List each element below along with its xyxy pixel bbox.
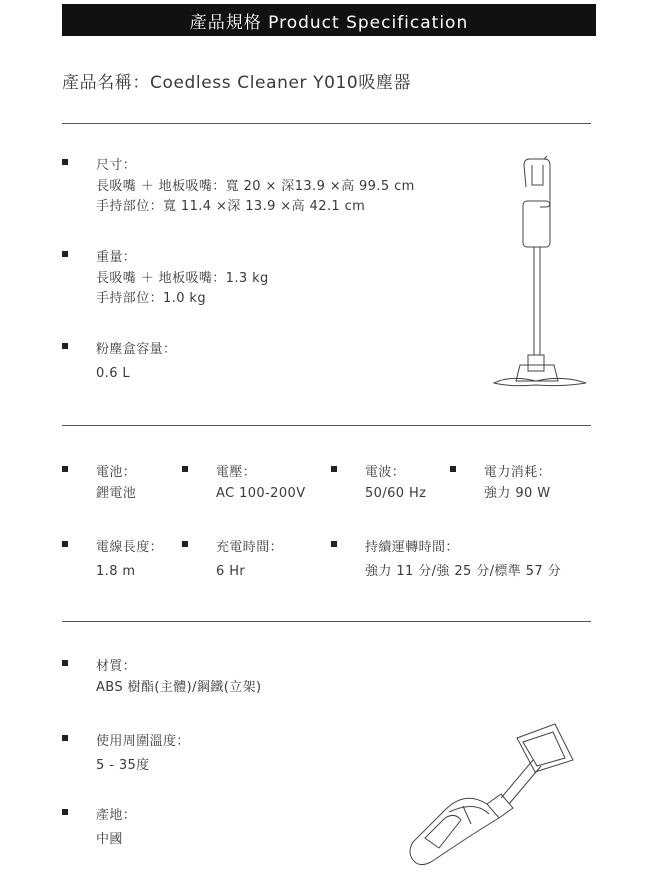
spec-weight: [96, 247, 269, 309]
spec-size: [96, 155, 415, 217]
spec-size-label: 尺寸：: [96, 158, 137, 173]
spec-voltage-label: 電壓：: [216, 465, 257, 480]
spec-cord-value: 1.8 m: [96, 564, 136, 579]
spec-runtime: [365, 537, 561, 582]
spec-battery: [96, 462, 136, 504]
bullet-icon: [62, 735, 68, 741]
spec-frequency-value: 50/60 Hz: [365, 486, 427, 501]
spec-material-value: ABS 樹酯(主體)/鋼鐵(立架): [96, 680, 262, 695]
spec-material-label: 材質：: [96, 659, 137, 674]
spec-origin: [96, 805, 136, 850]
spec-runtime-label: 持續運轉時間：: [365, 540, 459, 555]
spec-header-title: 產品規格 Product Specification: [189, 12, 469, 33]
bullet-icon: [62, 660, 68, 666]
spec-temperature-value: 5 - 35度: [96, 758, 150, 773]
spec-battery-label: 電池：: [96, 465, 137, 480]
spec-header-banner: [62, 4, 596, 36]
spec-weight-label: 重量：: [96, 250, 137, 265]
spec-frequency: [365, 462, 426, 504]
spec-cord: [96, 537, 163, 582]
spec-power-value: 強力 90 W: [484, 486, 551, 501]
divider-2: [62, 425, 591, 426]
spec-capacity-value: 0.6 L: [96, 366, 131, 381]
bullet-icon: [62, 541, 68, 547]
spec-weight-line-2: 手持部位：1.0 kg: [96, 291, 206, 306]
bullet-icon: [62, 809, 68, 815]
divider-1: [62, 123, 591, 124]
spec-origin-value: 中國: [96, 832, 123, 847]
bullet-icon: [62, 251, 68, 257]
spec-temperature: [96, 731, 190, 776]
divider-3: [62, 621, 591, 622]
bullet-icon: [62, 343, 68, 349]
bullet-icon: [182, 541, 188, 547]
spec-voltage: [216, 462, 305, 504]
bullet-icon: [182, 466, 188, 472]
spec-material: [96, 656, 261, 698]
spec-charge-value: 6 Hr: [216, 564, 246, 579]
spec-battery-value: 鋰電池: [96, 486, 137, 501]
spec-power-label: 電力消耗：: [484, 465, 552, 480]
spec-power: [484, 462, 551, 504]
spec-capacity: [96, 339, 176, 384]
bullet-icon: [62, 159, 68, 165]
spec-weight-line-1: 長吸嘴 ＋ 地板吸嘴：1.3 kg: [96, 271, 269, 286]
spec-voltage-value: AC 100-200V: [216, 486, 306, 501]
spec-capacity-label: 粉塵盒容量：: [96, 342, 177, 357]
bullet-icon: [331, 541, 337, 547]
product-name: 產品名稱：Coedless Cleaner Y010吸塵器: [62, 73, 412, 93]
bullet-icon: [62, 466, 68, 472]
spec-cord-label: 電線長度：: [96, 540, 164, 555]
spec-origin-label: 產地：: [96, 808, 137, 823]
bullet-icon: [450, 466, 456, 472]
stick-vacuum-icon: [490, 155, 590, 400]
spec-charge-label: 充電時間：: [216, 540, 284, 555]
spec-frequency-label: 電波：: [365, 465, 406, 480]
spec-size-line-2: 手持部位：寬 11.4 ×深 13.9 ×高 42.1 cm: [96, 199, 366, 214]
spec-runtime-value: 強力 11 分/強 25 分/標準 57 分: [365, 564, 561, 579]
bullet-icon: [331, 466, 337, 472]
spec-charge: [216, 537, 283, 582]
handheld-vacuum-icon: [405, 720, 580, 870]
spec-size-line-1: 長吸嘴 ＋ 地板吸嘴：寬 20 × 深13.9 ×高 99.5 cm: [96, 179, 415, 194]
spec-temperature-label: 使用周圍溫度：: [96, 734, 190, 749]
